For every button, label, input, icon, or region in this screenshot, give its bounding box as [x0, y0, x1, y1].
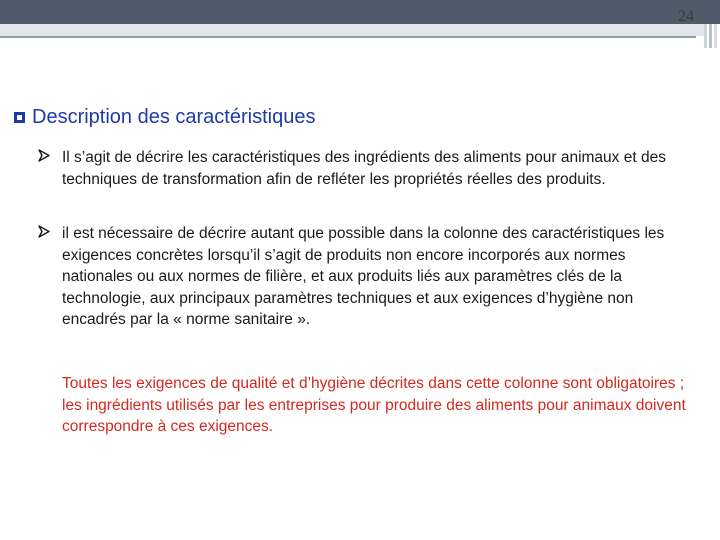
header-band	[0, 24, 704, 36]
bullet-item	[38, 223, 678, 331]
slide-number: 24	[678, 8, 694, 25]
header-accent-strip	[714, 24, 717, 48]
slide-title-text: Description des caractéristiques	[32, 106, 316, 128]
arrow-bullet-icon	[38, 147, 52, 169]
bullet-text: Il s’agit de décrire les caractéristiques des ingrédients des aliments pour animaux et des techniques de transformation afin de refléter les propriétés réelles des produits.	[62, 149, 666, 188]
arrow-bullet-icon	[38, 223, 52, 245]
square-bullet-icon	[14, 112, 25, 123]
bullet-item	[38, 147, 678, 190]
header-bar	[0, 0, 720, 24]
bullet-text: il est nécessaire de décrire autant que possible dans la colonne des caractéristiques les exigences concrètes lorsqu’il s’agit de produits non encore incorporés aux normes nationales ou aux normes de filière, et aux produits liés aux paramètres clés de la technologie, aux principaux paramètres techniques et aux exigences d’hygiène non encadrés par la « norme sanitaire ».	[62, 225, 665, 328]
header-divider	[0, 36, 696, 38]
header-accent-strip	[709, 24, 712, 48]
slide-title	[14, 106, 315, 129]
requirements-note: Toutes les exigences de qualité et d’hygiène décrites dans cette colonne sont obligatoires ; les ingrédients utilisés par les entreprises pour produire des aliments pour animaux doivent correspondre à ces exigences.	[62, 375, 686, 435]
header-accent-strip	[704, 24, 707, 48]
